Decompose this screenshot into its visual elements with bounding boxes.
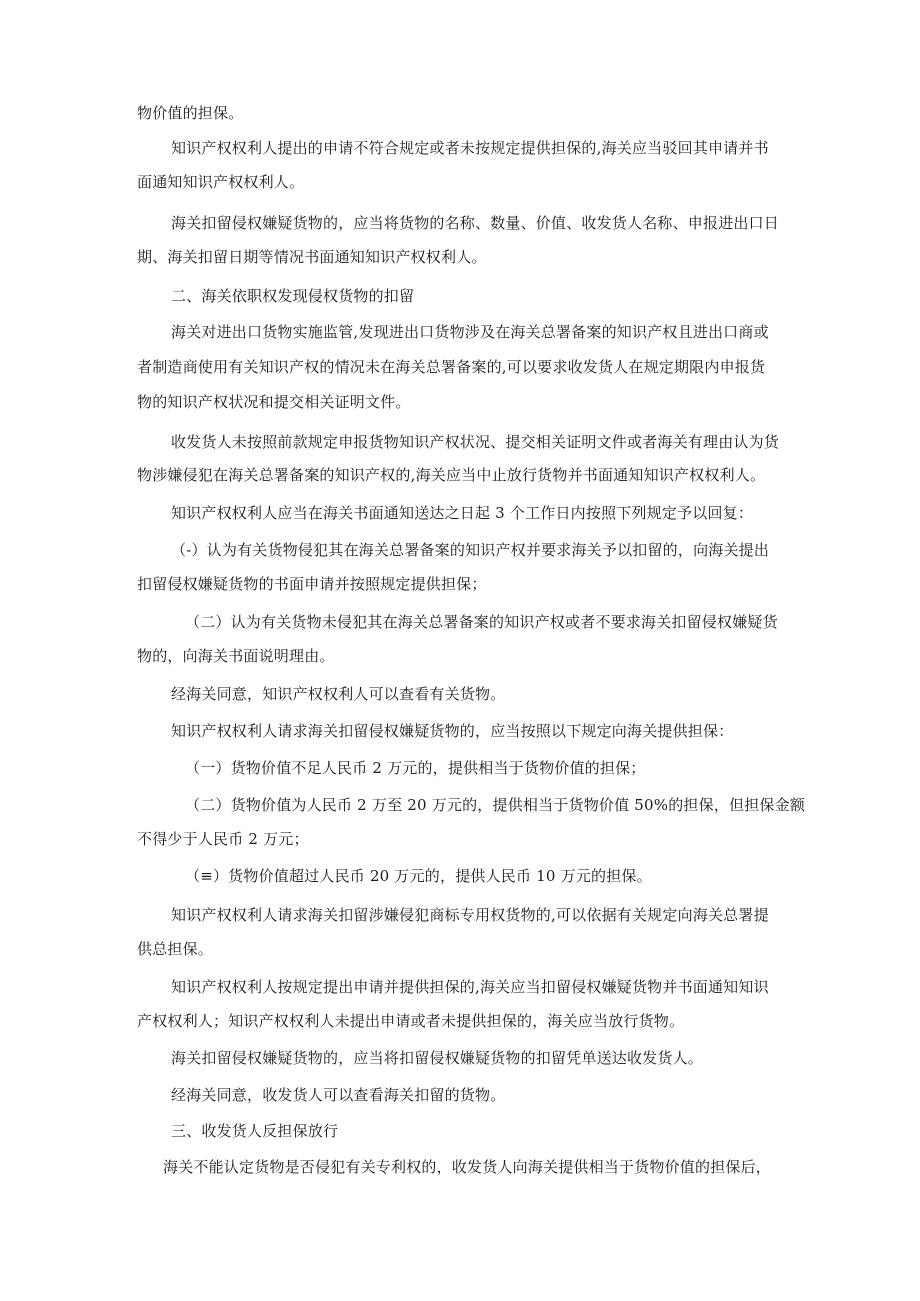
section-heading: 二、海关依职权发现侵权货物的扣留 xyxy=(171,287,415,305)
text-line: （二）认为有关货物未侵犯其在海关总署备案的知识产权或者不要求海关扣留侵权嫌疑货 xyxy=(185,613,778,631)
text-line: 海关扣留侵权嫌疑货物的，应当将货物的名称、数量、价值、收发货人名称、申报进出口日 xyxy=(171,214,780,232)
text-line: 经海关同意，收发货人可以查看海关扣留的货物。 xyxy=(171,1086,506,1104)
text-line: （二）货物价值为人民币 2 万至 20 万元的，提供相当于货物价值 50%的担保，但担保金额 xyxy=(185,796,806,814)
text-line: 不得少于人民币 2 万元； xyxy=(137,830,309,848)
text-line: 供总担保。 xyxy=(137,940,214,958)
text-line: 扣留侵权嫌疑货物的书面申请并按照规定提供担保； xyxy=(137,575,487,593)
text-line: 经海关同意，知识产权权利人可以查看有关货物。 xyxy=(171,685,506,703)
text-line: 收发货人未按照前款规定申报货物知识产权状况、提交相关证明文件或者海关有理由认为货 xyxy=(171,433,780,451)
text-line: 知识产权权利人请求海关扣留涉嫌侵犯商标专用权货物的,可以依据有关规定向海关总署提 xyxy=(171,906,769,924)
text-line: 海关扣留侵权嫌疑货物的，应当将扣留侵权嫌疑货物的扣留凭单送达收发货人。 xyxy=(171,1049,704,1067)
text-line: （一）货物价值不足人民币 2 万元的，提供相当于货物价值的担保； xyxy=(185,759,646,777)
text-line: 知识产权权利人请求海关扣留侵权嫌疑货物的，应当按照以下规定向海关提供担保： xyxy=(171,722,734,740)
text-line: 知识产权权利人提出的申请不符合规定或者未按规定提供担保的,海关应当驳回其申请并书 xyxy=(171,139,769,157)
text-line: 产权权利人；知识产权权利人未提出申请或者未提供担保的，海关应当放行货物。 xyxy=(137,1012,685,1030)
text-line: 者制造商使用有关知识产权的情况未在海关总署备案的,可以要求收发货人在规定期限内申报货 xyxy=(137,358,766,376)
text-line: 期、海关扣留日期等情况书面通知知识产权权利人。 xyxy=(137,248,487,266)
text-line: 物涉嫌侵犯在海关总署备案的知识产权的,海关应当中止放行货物并书面通知知识产权权利人。 xyxy=(137,466,766,484)
text-line: （≡）货物价值超过人民币 20 万元的，提供人民币 10 万元的担保。 xyxy=(185,867,652,885)
text-line: 物价值的担保。 xyxy=(137,104,244,122)
text-line: 物的，向海关书面说明理由。 xyxy=(137,647,335,665)
text-line: 物的知识产权状况和提交相关证明文件。 xyxy=(137,393,411,411)
text-line: 知识产权权利人应当在海关书面通知送达之日起 3 个工作日内按照下列规定予以回复： xyxy=(171,504,754,522)
text-line: 海关不能认定货物是否侵犯有关专利权的，收发货人向海关提供相当于货物价值的担保后， xyxy=(163,1158,772,1176)
section-heading: 三、收发货人反担保放行 xyxy=(171,1122,339,1140)
text-line: 知识产权权利人按规定提出申请并提供担保的,海关应当扣留侵权嫌疑货物并书面通知知识 xyxy=(171,978,769,996)
text-line: 海关对进出口货物实施监管,发现进出口货物涉及在海关总署备案的知识产权且进出口商或 xyxy=(171,323,769,341)
text-line: 面通知知识产权权利人。 xyxy=(137,173,305,191)
text-line: （-）认为有关货物侵犯其在海关总署备案的知识产权并要求海关予以扣留的，向海关提出 xyxy=(171,541,770,559)
